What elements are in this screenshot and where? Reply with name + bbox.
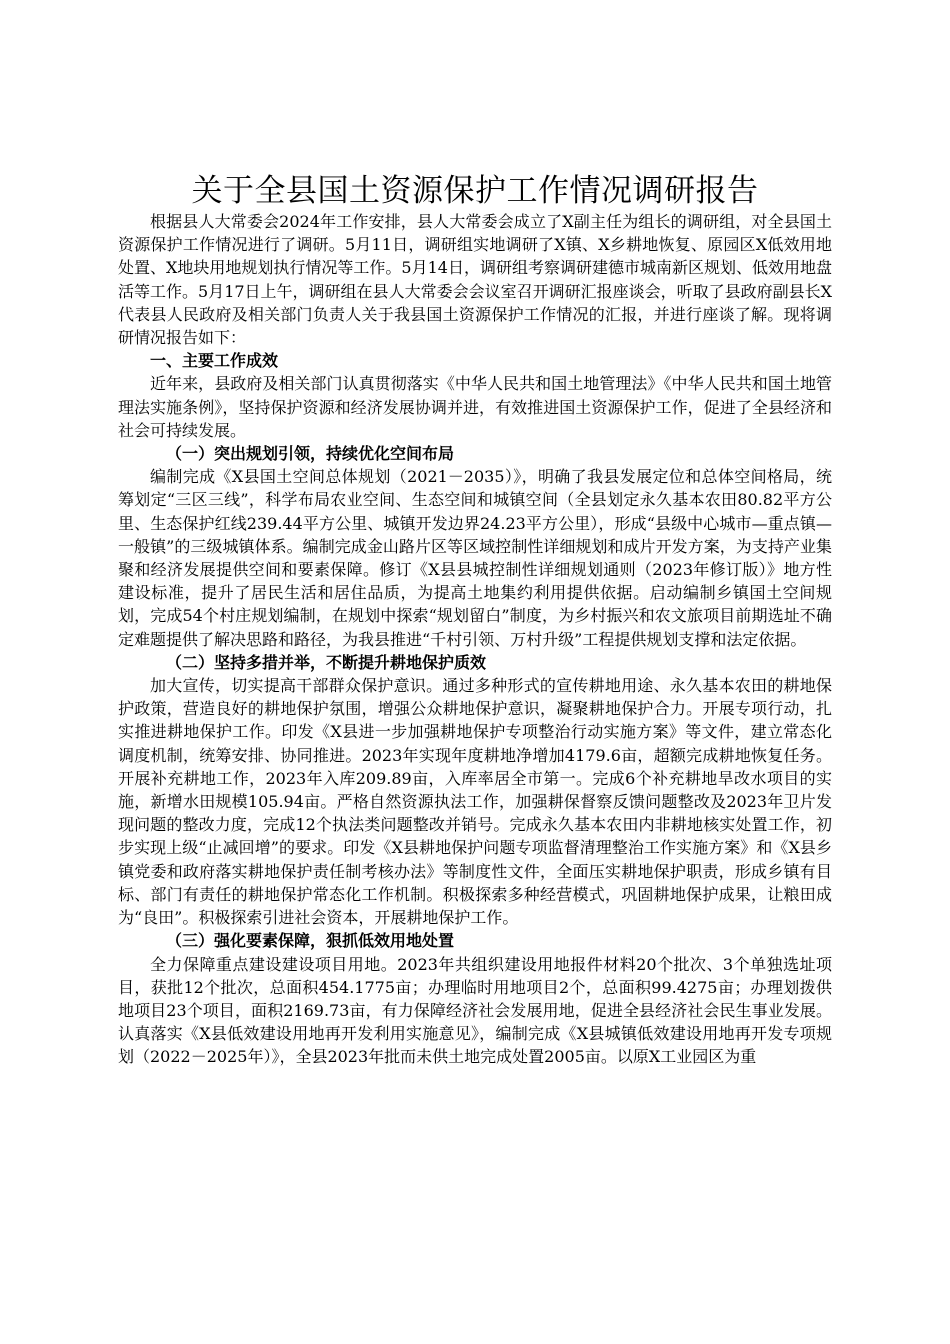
section-heading-main-achievements: 一、主要工作成效 [150, 351, 279, 371]
section-paragraph-main-achievements: 近年来，县政府及相关部门认真贯彻落实《中华人民共和国土地管理法》《中华人民共和国土地管理法实施条例》，坚持保护资源和经济发展协调并进，有效推进国土资源保护工作，促进了全县经济和社会可持续发展。 [118, 374, 832, 440]
subsection-paragraph-farmland-protection: 加大宣传，切实提高干部群众保护意识。通过多种形式的宣传耕地用途、永久基本农田的耕地保护政策，营造良好的耕地保护氛围，增强公众耕地保护意识，凝聚耕地保护合力。开展专项行动，扎实推进耕地保护工作。印发《X县进一步加强耕地保护专项整治行动实施方案》等文件，建立常态化调度机制，统筹安排、协同推进。2023年实现年度耕地净增加4179.6亩，超额完成耕地恢复任务。开展补充耕地工作，2023年入库209.89亩，入库率居全市第一。完成6个补充耕地旱改水项目的实施，新增水田规模105.94亩。严格自然资源执法工作，加强耕保督察反馈问题整改及2023年卫片发现问题的整改力度，完成12个执法类问题整改并销号。完成永久基本农田内非耕地核实处置工作，初步实现上级“止减回增”的要求。印发《X县耕地保护问题专项监督清理整治工作实施方案》和《X县乡镇党委和政府落实耕地保护责任制考核办法》等制度性文件，全面压实耕地保护职责，形成乡镇有目标、部门有责任的耕地保护常态化工作机制。积极探索多种经营模式，巩固耕地保护成果，让粮田成为“良田”。积极探索引进社会资本，开展耕地保护工作。 [118, 676, 832, 928]
document-title: 关于全县国土资源保护工作情况调研报告 [191, 173, 759, 209]
subsection-heading-land-use: （三）强化要素保障，狠抓低效用地处置 [166, 931, 455, 951]
document-page [118, 172, 832, 1069]
subsection-heading-planning: （一）突出规划引领，持续优化空间布局 [166, 444, 455, 464]
intro-paragraph: 根据县人大常委会2024年工作安排，县人大常委会成立了X副主任为组长的调研组，对全县国土资源保护工作情况进行了调研。5月11日，调研组实地调研了X镇、X乡耕地恢复、原园区X低效用地处置、X地块用地规划执行情况等工作。5月14日，调研组考察调研建德市城南新区规划、低效用地盘活等工作。5月17日上午，调研组在县人大常委会会议室召开调研汇报座谈会，听取了县政府副县长X代表县人民政府及相关部门负责人关于我县国土资源保护工作情况的汇报，并进行座谈了解。现将调研情况报告如下： [118, 212, 832, 348]
subsection-paragraph-planning: 编制完成《X县国土空间总体规划（2021－2035）》，明确了我县发展定位和总体空间格局，统筹划定“三区三线”，科学布局农业空间、生态空间和城镇空间（全县划定永久基本农田80.82平方公里、生态保护红线239.44平方公里、城镇开发边界24.23平方公里），形成“县级中心城市—重点镇—一般镇”的三级城镇体系。编制完成金山路片区等区域控制性详细规划和成片开发方案，为支持产业集聚和经济发展提供空间和要素保障。修订《X县县城控制性详细规划通则（2023年修订版）》地方性建设标准，提升了居民生活和居住品质，为提高土地集约利用提供依据。启动编制乡镇国土空间规划，完成54个村庄规划编制，在规划中探索“规划留白”制度，为乡村振兴和农文旅项目前期选址不确定难题提供了解决思路和路径，为我县推进“千村引领、万村升级”工程提供规划支撑和法定依据。 [118, 467, 832, 649]
subsection-paragraph-land-use: 全力保障重点建设建设项目用地。2023年共组织建设用地报件材料20个批次、3个单独选址项目，获批12个批次，总面积454.1775亩；办理临时用地项目2个，总面积99.4275亩；办理划拨供地项目23个项目，面积2169.73亩，有力保障经济社会发展用地，促进全县经济社会民生事业发展。认真落实《X县低效建设用地再开发利用实施意见》，编制完成《X县城镇低效建设用地再开发专项规划（2022－2025年）》，全县2023年批而未供土地完成处置2005亩。以原X工业园区为重 [118, 954, 832, 1067]
subsection-heading-farmland-protection: （二）坚持多措并举，不断提升耕地保护质效 [166, 652, 487, 672]
